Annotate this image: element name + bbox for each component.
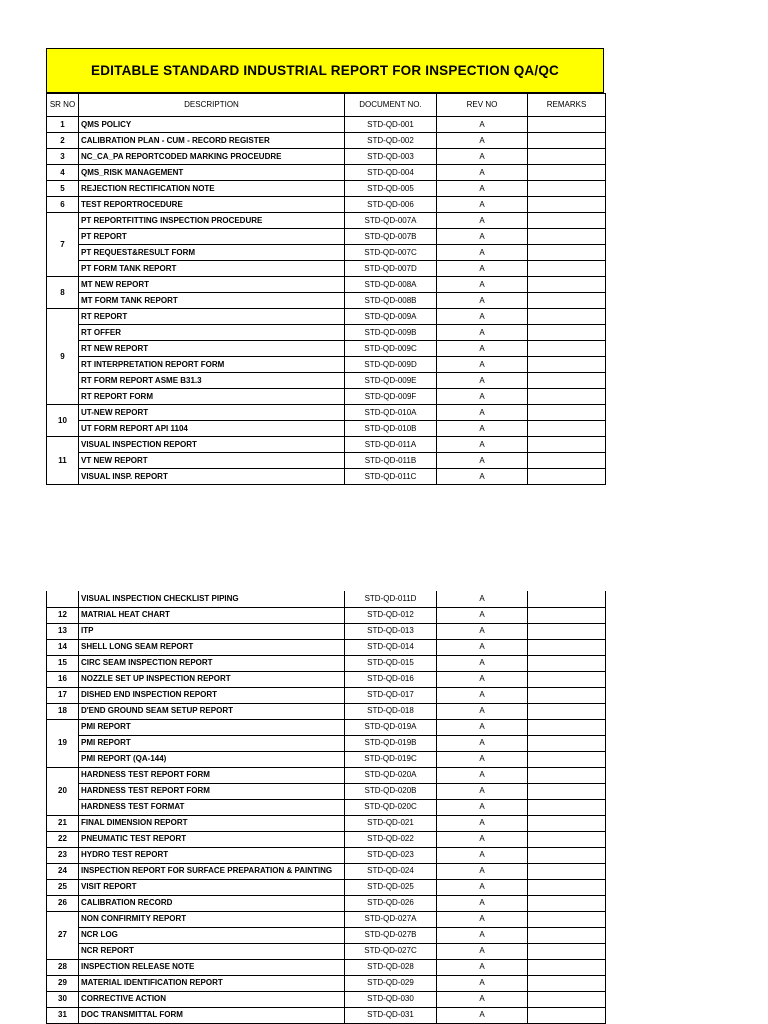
table-row bbox=[47, 373, 606, 389]
remarks-cell bbox=[528, 357, 606, 373]
description-cell: HARDNESS TEST FORMAT bbox=[79, 799, 345, 815]
description-cell: CALIBRATION RECORD bbox=[79, 895, 345, 911]
rev-no-cell: A bbox=[437, 655, 528, 671]
header-remarks: REMARKS bbox=[528, 94, 606, 117]
table-row bbox=[47, 879, 606, 895]
sr-no-cell: 30 bbox=[47, 991, 79, 1007]
description-cell: UT FORM REPORT API 1104 bbox=[79, 421, 345, 437]
rev-no-cell: A bbox=[437, 991, 528, 1007]
sr-no-cell: 11 bbox=[47, 437, 79, 485]
description-cell: FINAL DIMENSION REPORT bbox=[79, 815, 345, 831]
table-row bbox=[47, 261, 606, 277]
sr-no-cell: 27 bbox=[47, 911, 79, 959]
remarks-cell bbox=[528, 453, 606, 469]
sr-no-cell: 22 bbox=[47, 831, 79, 847]
rev-no-cell: A bbox=[437, 975, 528, 991]
table-row bbox=[47, 245, 606, 261]
remarks-cell bbox=[528, 927, 606, 943]
remarks-cell bbox=[528, 213, 606, 229]
document-no-cell: STD-QD-009F bbox=[345, 389, 437, 405]
document-no-cell: STD-QD-011B bbox=[345, 453, 437, 469]
document-no-cell: STD-QD-023 bbox=[345, 847, 437, 863]
document-no-cell: STD-QD-028 bbox=[345, 959, 437, 975]
remarks-cell bbox=[528, 197, 606, 213]
description-cell: RT FORM REPORT ASME B31.3 bbox=[79, 373, 345, 389]
rev-no-cell: A bbox=[437, 357, 528, 373]
document-no-cell: STD-QD-010A bbox=[345, 405, 437, 421]
sr-no-cell: 25 bbox=[47, 879, 79, 895]
sr-no-cell: 10 bbox=[47, 405, 79, 437]
remarks-cell bbox=[528, 863, 606, 879]
sr-no-cell: 15 bbox=[47, 655, 79, 671]
sr-no-cell: 1 bbox=[47, 117, 79, 133]
description-cell: RT REPORT bbox=[79, 309, 345, 325]
table-row bbox=[47, 735, 606, 751]
description-cell: QMS POLICY bbox=[79, 117, 345, 133]
document-no-cell: STD-QD-008B bbox=[345, 293, 437, 309]
description-cell: D'END GROUND SEAM SETUP REPORT bbox=[79, 703, 345, 719]
header-rev-no: REV NO bbox=[437, 94, 528, 117]
description-cell: PMI REPORT bbox=[79, 719, 345, 735]
description-cell: QMS_RISK MANAGEMENT bbox=[79, 165, 345, 181]
document-register-table-1 bbox=[46, 93, 606, 485]
rev-no-cell: A bbox=[437, 911, 528, 927]
remarks-cell bbox=[528, 437, 606, 453]
document-no-cell: STD-QD-027A bbox=[345, 911, 437, 927]
description-cell: CALIBRATION PLAN - CUM - RECORD REGISTER bbox=[79, 133, 345, 149]
table-row bbox=[47, 607, 606, 623]
document-no-cell: STD-QD-019A bbox=[345, 719, 437, 735]
table-row bbox=[47, 453, 606, 469]
document-no-cell: STD-QD-029 bbox=[345, 975, 437, 991]
table-row bbox=[47, 687, 606, 703]
description-cell: DOC TRANSMITTAL FORM bbox=[79, 1007, 345, 1023]
remarks-cell bbox=[528, 959, 606, 975]
document-no-cell: STD-QD-011A bbox=[345, 437, 437, 453]
description-cell: RT NEW REPORT bbox=[79, 341, 345, 357]
document-no-cell: STD-QD-016 bbox=[345, 671, 437, 687]
sr-no-cell: 23 bbox=[47, 847, 79, 863]
description-cell: CIRC SEAM INSPECTION REPORT bbox=[79, 655, 345, 671]
document-no-cell: STD-QD-009C bbox=[345, 341, 437, 357]
description-cell: MT FORM TANK REPORT bbox=[79, 293, 345, 309]
table-row bbox=[47, 783, 606, 799]
document-no-cell: STD-QD-031 bbox=[345, 1007, 437, 1023]
rev-no-cell: A bbox=[437, 469, 528, 485]
table-row bbox=[47, 623, 606, 639]
rev-no-cell: A bbox=[437, 783, 528, 799]
remarks-cell bbox=[528, 895, 606, 911]
remarks-cell bbox=[528, 799, 606, 815]
table-row bbox=[47, 767, 606, 783]
sr-no-cell: 13 bbox=[47, 623, 79, 639]
description-cell: REJECTION RECTIFICATION NOTE bbox=[79, 181, 345, 197]
table-row bbox=[47, 389, 606, 405]
table-row bbox=[47, 671, 606, 687]
document-no-cell: STD-QD-001 bbox=[345, 117, 437, 133]
document-no-cell: STD-QD-004 bbox=[345, 165, 437, 181]
rev-no-cell: A bbox=[437, 261, 528, 277]
description-cell: PT REPORT bbox=[79, 229, 345, 245]
remarks-cell bbox=[528, 261, 606, 277]
sr-no-cell: 8 bbox=[47, 277, 79, 309]
remarks-cell bbox=[528, 831, 606, 847]
document-no-cell: STD-QD-008A bbox=[345, 277, 437, 293]
remarks-cell bbox=[528, 703, 606, 719]
remarks-cell bbox=[528, 181, 606, 197]
description-cell: HARDNESS TEST REPORT FORM bbox=[79, 767, 345, 783]
rev-no-cell: A bbox=[437, 831, 528, 847]
remarks-cell bbox=[528, 639, 606, 655]
rev-no-cell: A bbox=[437, 389, 528, 405]
rev-no-cell: A bbox=[437, 149, 528, 165]
document-no-cell: STD-QD-019C bbox=[345, 751, 437, 767]
document-no-cell: STD-QD-026 bbox=[345, 895, 437, 911]
document-no-cell: STD-QD-009E bbox=[345, 373, 437, 389]
document-no-cell: STD-QD-007A bbox=[345, 213, 437, 229]
table-row bbox=[47, 911, 606, 927]
document-no-cell: STD-QD-005 bbox=[345, 181, 437, 197]
remarks-cell bbox=[528, 623, 606, 639]
document-no-cell: STD-QD-011C bbox=[345, 469, 437, 485]
rev-no-cell: A bbox=[437, 1007, 528, 1023]
document-no-cell: STD-QD-027C bbox=[345, 943, 437, 959]
description-cell: CORRECTIVE ACTION bbox=[79, 991, 345, 1007]
rev-no-cell: A bbox=[437, 245, 528, 261]
description-cell: INSPECTION REPORT FOR SURFACE PREPARATION & PAINTING bbox=[79, 863, 345, 879]
sr-no-cell: 19 bbox=[47, 719, 79, 767]
description-cell: NCR REPORT bbox=[79, 943, 345, 959]
document-no-cell: STD-QD-030 bbox=[345, 991, 437, 1007]
description-cell: VISUAL INSPECTION CHECKLIST PIPING bbox=[79, 591, 345, 607]
remarks-cell bbox=[528, 309, 606, 325]
sr-no-cell: 6 bbox=[47, 197, 79, 213]
document-no-cell: STD-QD-006 bbox=[345, 197, 437, 213]
remarks-cell bbox=[528, 991, 606, 1007]
description-cell: VISUAL INSPECTION REPORT bbox=[79, 437, 345, 453]
remarks-cell bbox=[528, 735, 606, 751]
description-cell: NON CONFIRMITY REPORT bbox=[79, 911, 345, 927]
table-row bbox=[47, 943, 606, 959]
description-cell: MATERIAL IDENTIFICATION REPORT bbox=[79, 975, 345, 991]
rev-no-cell: A bbox=[437, 671, 528, 687]
rev-no-cell: A bbox=[437, 277, 528, 293]
rev-no-cell: A bbox=[437, 687, 528, 703]
rev-no-cell: A bbox=[437, 165, 528, 181]
document-no-cell: STD-QD-027B bbox=[345, 927, 437, 943]
rev-no-cell: A bbox=[437, 591, 528, 607]
remarks-cell bbox=[528, 229, 606, 245]
table-row bbox=[47, 991, 606, 1007]
table-row bbox=[47, 831, 606, 847]
table-row bbox=[47, 751, 606, 767]
rev-no-cell: A bbox=[437, 181, 528, 197]
sr-no-cell: 24 bbox=[47, 863, 79, 879]
rev-no-cell: A bbox=[437, 815, 528, 831]
document-no-cell: STD-QD-012 bbox=[345, 607, 437, 623]
sr-no-cell: 18 bbox=[47, 703, 79, 719]
table-row bbox=[47, 229, 606, 245]
rev-no-cell: A bbox=[437, 405, 528, 421]
sr-no-cell: 16 bbox=[47, 671, 79, 687]
document-no-cell: STD-QD-021 bbox=[345, 815, 437, 831]
rev-no-cell: A bbox=[437, 325, 528, 341]
remarks-cell bbox=[528, 815, 606, 831]
remarks-cell bbox=[528, 149, 606, 165]
table-row bbox=[47, 309, 606, 325]
remarks-cell bbox=[528, 277, 606, 293]
document-no-cell: STD-QD-020A bbox=[345, 767, 437, 783]
table-row bbox=[47, 959, 606, 975]
description-cell: DISHED END INSPECTION REPORT bbox=[79, 687, 345, 703]
header-sr-no: SR NO bbox=[47, 94, 79, 117]
table-row bbox=[47, 117, 606, 133]
remarks-cell bbox=[528, 783, 606, 799]
rev-no-cell: A bbox=[437, 959, 528, 975]
document-no-cell: STD-QD-025 bbox=[345, 879, 437, 895]
table-row bbox=[47, 277, 606, 293]
table-row bbox=[47, 895, 606, 911]
table-row bbox=[47, 181, 606, 197]
remarks-cell bbox=[528, 671, 606, 687]
table-row bbox=[47, 149, 606, 165]
rev-no-cell: A bbox=[437, 927, 528, 943]
document-no-cell: STD-QD-013 bbox=[345, 623, 437, 639]
sr-no-cell: 5 bbox=[47, 181, 79, 197]
document-no-cell: STD-QD-020C bbox=[345, 799, 437, 815]
remarks-cell bbox=[528, 341, 606, 357]
description-cell: INSPECTION RELEASE NOTE bbox=[79, 959, 345, 975]
document-no-cell: STD-QD-014 bbox=[345, 639, 437, 655]
remarks-cell bbox=[528, 655, 606, 671]
header-description: DESCRIPTION bbox=[79, 94, 345, 117]
table-row bbox=[47, 133, 606, 149]
rev-no-cell: A bbox=[437, 623, 528, 639]
table-row bbox=[47, 341, 606, 357]
table-row bbox=[47, 815, 606, 831]
rev-no-cell: A bbox=[437, 879, 528, 895]
description-cell: NCR LOG bbox=[79, 927, 345, 943]
rev-no-cell: A bbox=[437, 767, 528, 783]
remarks-cell bbox=[528, 719, 606, 735]
rev-no-cell: A bbox=[437, 341, 528, 357]
sr-no-cell: 14 bbox=[47, 639, 79, 655]
sr-no-cell bbox=[47, 591, 79, 607]
sr-no-cell: 21 bbox=[47, 815, 79, 831]
sr-no-cell: 2 bbox=[47, 133, 79, 149]
description-cell: RT OFFER bbox=[79, 325, 345, 341]
rev-no-cell: A bbox=[437, 309, 528, 325]
remarks-cell bbox=[528, 469, 606, 485]
document-no-cell: STD-QD-015 bbox=[345, 655, 437, 671]
table-header-row bbox=[47, 94, 606, 117]
description-cell: PT REPORTFITTING INSPECTION PROCEDURE bbox=[79, 213, 345, 229]
table-row bbox=[47, 847, 606, 863]
table-row bbox=[47, 469, 606, 485]
description-cell: ITP bbox=[79, 623, 345, 639]
remarks-cell bbox=[528, 405, 606, 421]
rev-no-cell: A bbox=[437, 453, 528, 469]
description-cell: VISIT REPORT bbox=[79, 879, 345, 895]
table-row bbox=[47, 213, 606, 229]
table-row bbox=[47, 357, 606, 373]
table-row bbox=[47, 703, 606, 719]
remarks-cell bbox=[528, 325, 606, 341]
description-cell: MATRIAL HEAT CHART bbox=[79, 607, 345, 623]
rev-no-cell: A bbox=[437, 751, 528, 767]
sr-no-cell: 12 bbox=[47, 607, 79, 623]
remarks-cell bbox=[528, 687, 606, 703]
table-row bbox=[47, 437, 606, 453]
document-no-cell: STD-QD-009A bbox=[345, 309, 437, 325]
description-cell: RT REPORT FORM bbox=[79, 389, 345, 405]
table-row bbox=[47, 719, 606, 735]
sr-no-cell: 20 bbox=[47, 767, 79, 815]
table-row bbox=[47, 975, 606, 991]
sr-no-cell: 29 bbox=[47, 975, 79, 991]
description-cell: HYDRO TEST REPORT bbox=[79, 847, 345, 863]
table-row bbox=[47, 293, 606, 309]
description-cell: PT FORM TANK REPORT bbox=[79, 261, 345, 277]
sr-no-cell: 7 bbox=[47, 213, 79, 277]
remarks-cell bbox=[528, 751, 606, 767]
remarks-cell bbox=[528, 293, 606, 309]
remarks-cell bbox=[528, 421, 606, 437]
document-no-cell: STD-QD-002 bbox=[345, 133, 437, 149]
sr-no-cell: 3 bbox=[47, 149, 79, 165]
document-no-cell: STD-QD-024 bbox=[345, 863, 437, 879]
description-cell: HARDNESS TEST REPORT FORM bbox=[79, 783, 345, 799]
rev-no-cell: A bbox=[437, 607, 528, 623]
description-cell: PMI REPORT bbox=[79, 735, 345, 751]
rev-no-cell: A bbox=[437, 847, 528, 863]
document-no-cell: STD-QD-020B bbox=[345, 783, 437, 799]
document-register-table-2 bbox=[46, 591, 606, 1024]
rev-no-cell: A bbox=[437, 229, 528, 245]
rev-no-cell: A bbox=[437, 437, 528, 453]
rev-no-cell: A bbox=[437, 373, 528, 389]
sr-no-cell: 31 bbox=[47, 1007, 79, 1023]
rev-no-cell: A bbox=[437, 117, 528, 133]
rev-no-cell: A bbox=[437, 863, 528, 879]
description-cell: MT NEW REPORT bbox=[79, 277, 345, 293]
document-no-cell: STD-QD-003 bbox=[345, 149, 437, 165]
document-no-cell: STD-QD-009B bbox=[345, 325, 437, 341]
rev-no-cell: A bbox=[437, 895, 528, 911]
header-document-no: DOCUMENT NO. bbox=[345, 94, 437, 117]
description-cell: PNEUMATIC TEST REPORT bbox=[79, 831, 345, 847]
report-title-banner bbox=[46, 48, 604, 93]
description-cell: PT REQUEST&RESULT FORM bbox=[79, 245, 345, 261]
sr-no-cell: 9 bbox=[47, 309, 79, 405]
sr-no-cell: 26 bbox=[47, 895, 79, 911]
document-no-cell: STD-QD-011D bbox=[345, 591, 437, 607]
description-cell: RT INTERPRETATION REPORT FORM bbox=[79, 357, 345, 373]
rev-no-cell: A bbox=[437, 943, 528, 959]
remarks-cell bbox=[528, 373, 606, 389]
table-row bbox=[47, 591, 606, 607]
rev-no-cell: A bbox=[437, 735, 528, 751]
remarks-cell bbox=[528, 767, 606, 783]
remarks-cell bbox=[528, 245, 606, 261]
rev-no-cell: A bbox=[437, 799, 528, 815]
table-row bbox=[47, 927, 606, 943]
remarks-cell bbox=[528, 591, 606, 607]
rev-no-cell: A bbox=[437, 213, 528, 229]
report-title: EDITABLE STANDARD INDUSTRIAL REPORT FOR INSPECTION QA/QC bbox=[91, 63, 559, 78]
rev-no-cell: A bbox=[437, 639, 528, 655]
table-row bbox=[47, 325, 606, 341]
table-row bbox=[47, 655, 606, 671]
description-cell: UT-NEW REPORT bbox=[79, 405, 345, 421]
description-cell: TEST REPORTROCEDURE bbox=[79, 197, 345, 213]
description-cell: VT NEW REPORT bbox=[79, 453, 345, 469]
document-no-cell: STD-QD-007B bbox=[345, 229, 437, 245]
document-no-cell: STD-QD-018 bbox=[345, 703, 437, 719]
remarks-cell bbox=[528, 607, 606, 623]
rev-no-cell: A bbox=[437, 197, 528, 213]
table-row bbox=[47, 799, 606, 815]
remarks-cell bbox=[528, 879, 606, 895]
table-row bbox=[47, 405, 606, 421]
description-cell: VISUAL INSP. REPORT bbox=[79, 469, 345, 485]
document-no-cell: STD-QD-019B bbox=[345, 735, 437, 751]
remarks-cell bbox=[528, 117, 606, 133]
table-row bbox=[47, 421, 606, 437]
remarks-cell bbox=[528, 165, 606, 181]
table-row bbox=[47, 863, 606, 879]
description-cell: SHELL LONG SEAM REPORT bbox=[79, 639, 345, 655]
table-row bbox=[47, 165, 606, 181]
document-no-cell: STD-QD-010B bbox=[345, 421, 437, 437]
remarks-cell bbox=[528, 389, 606, 405]
remarks-cell bbox=[528, 943, 606, 959]
document-no-cell: STD-QD-007D bbox=[345, 261, 437, 277]
rev-no-cell: A bbox=[437, 703, 528, 719]
description-cell: NC_CA_PA REPORTCODED MARKING PROCEUDRE bbox=[79, 149, 345, 165]
sr-no-cell: 17 bbox=[47, 687, 79, 703]
document-no-cell: STD-QD-017 bbox=[345, 687, 437, 703]
rev-no-cell: A bbox=[437, 133, 528, 149]
remarks-cell bbox=[528, 847, 606, 863]
table-row bbox=[47, 1007, 606, 1023]
table-row bbox=[47, 639, 606, 655]
description-cell: PMI REPORT (QA-144) bbox=[79, 751, 345, 767]
document-no-cell: STD-QD-007C bbox=[345, 245, 437, 261]
table-row bbox=[47, 197, 606, 213]
document-no-cell: STD-QD-022 bbox=[345, 831, 437, 847]
remarks-cell bbox=[528, 975, 606, 991]
rev-no-cell: A bbox=[437, 719, 528, 735]
rev-no-cell: A bbox=[437, 421, 528, 437]
rev-no-cell: A bbox=[437, 293, 528, 309]
remarks-cell bbox=[528, 133, 606, 149]
remarks-cell bbox=[528, 911, 606, 927]
sr-no-cell: 4 bbox=[47, 165, 79, 181]
document-no-cell: STD-QD-009D bbox=[345, 357, 437, 373]
description-cell: NOZZLE SET UP INSPECTION REPORT bbox=[79, 671, 345, 687]
remarks-cell bbox=[528, 1007, 606, 1023]
sr-no-cell: 28 bbox=[47, 959, 79, 975]
